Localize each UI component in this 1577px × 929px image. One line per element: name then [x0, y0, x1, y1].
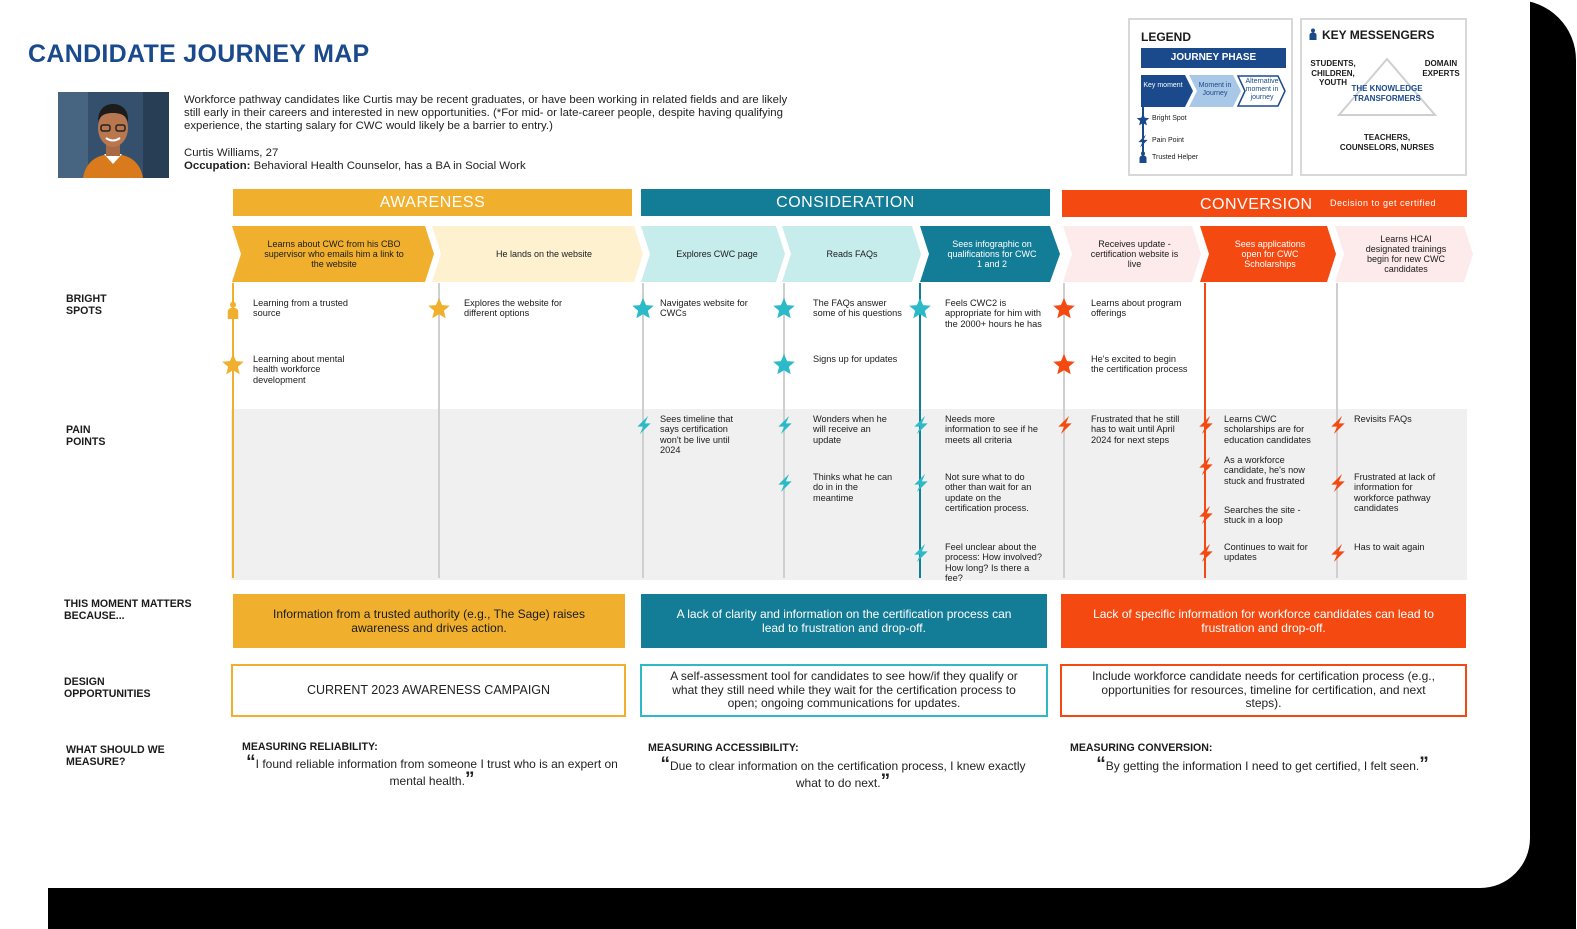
bright-spot-star-icon: [427, 297, 451, 321]
pain-point-11: Continues to wait for updates: [1224, 542, 1308, 563]
design-conversion: Include workforce candidate needs for certification process (e.g., opportunities for resources, timeline for certification, and next steps).: [1060, 664, 1467, 717]
bright-spot-6: Signs up for updates: [813, 354, 898, 364]
measure-awareness-quote: “I found reliable information from someone I trust who is an expert on mental health.”: [246, 752, 618, 790]
measure-awareness-text: I found reliable information from someone I trust who is an expert on mental health.: [255, 757, 618, 788]
step-2: He lands on the website: [495, 249, 593, 259]
persona-occupation: [184, 160, 526, 172]
measure-consideration-text: Due to clear information on the certification process, I knew exactly what to do next.: [670, 759, 1026, 790]
pain-point-2: Wonders when he will receive an update: [813, 414, 887, 445]
key-messengers-panel: [1300, 18, 1467, 176]
step-3: Explores CWC page: [676, 249, 758, 259]
pain-point-bolt-icon: [911, 413, 931, 437]
legend-trusted-helper: Trusted Helper: [1152, 154, 1199, 161]
measure-consideration-quote: “Due to clear information on the certification process, I knew exactly what to do next.”: [660, 754, 1026, 792]
row-label-pain-points: PAIN POINTS: [66, 424, 106, 448]
legend-pain-point: Pain Point: [1152, 137, 1184, 144]
pain-point-bolt-icon: [775, 413, 795, 437]
pain-point-bolt-icon: [1328, 471, 1348, 495]
timeline-line-2: [438, 283, 440, 578]
pain-point-bolt-icon: [1328, 413, 1348, 437]
pain-point-6: Feel unclear about the process: How involved? How long? Is there a fee?: [945, 542, 1043, 584]
key-messengers-title: KEY MESSENGERS: [1322, 28, 1435, 42]
phase-conversion-label: CONVERSION: [1200, 196, 1313, 213]
legend-star-icon: [1136, 113, 1150, 127]
pain-point-bolt-icon: [1196, 541, 1216, 565]
row-label-moment-matters: THIS MOMENT MATTERS BECAUSE...: [64, 598, 192, 622]
bright-spot-star-icon: [1052, 353, 1076, 377]
pain-point-3: Thinks what he can do in in the meantime: [813, 472, 893, 503]
bright-spot-7: Feels CWC2 is appropriate for him with the 2000+ hours he has: [945, 298, 1042, 329]
bright-spot-star-icon: [908, 297, 932, 321]
pain-point-5: Not sure what to do other than wait for an update on the certification process.: [945, 472, 1032, 514]
pain-point-4: Needs more information to see if he meets all criteria: [945, 414, 1038, 445]
phase-conversion-note: Decision to get certified: [1330, 198, 1437, 208]
bright-spot-star-icon: [772, 353, 796, 377]
page-title: CANDIDATE JOURNEY MAP: [28, 40, 370, 68]
bright-spot-9: He's excited to begin the certification process: [1091, 354, 1188, 375]
step-7: Sees applications open for CWC Scholarships: [1234, 239, 1306, 269]
legend-journey-phase: JOURNEY PHASE: [1141, 48, 1286, 68]
bright-spot-4: Navigates website for CWCs: [660, 298, 748, 319]
legend-title: LEGEND: [1141, 30, 1192, 44]
pain-point-bolt-icon: [634, 413, 654, 437]
pain-point-13: Frustrated at lack of information for workforce pathway candidates: [1354, 472, 1436, 514]
persona-name: Curtis Williams, 27: [184, 147, 279, 159]
pain-point-1: Sees timeline that says certification won't be live until 2024: [660, 414, 734, 456]
pain-point-14: Has to wait again: [1354, 542, 1425, 552]
pain-point-8: Learns CWC scholarships are for education candidates: [1224, 414, 1311, 445]
pain-point-bolt-icon: [1328, 541, 1348, 565]
legend-panel: [1128, 18, 1293, 176]
measure-consideration-heading: MEASURING ACCESSIBILITY:: [648, 742, 799, 754]
bright-spot-star-icon: [221, 353, 245, 377]
occupation-label: Occupation:: [184, 160, 251, 172]
design-consideration: A self-assessment tool for candidates to see how/if they qualify or what they still need while they wait for the certification process to open; ongoing communications for updates.: [640, 664, 1048, 717]
row-label-bright-spots: BRIGHT SPOTS: [66, 293, 107, 317]
row-label-measure: WHAT SHOULD WE MEASURE?: [66, 744, 165, 768]
moment-awareness: Information from a trusted authority (e.g., The Sage) raises awareness and drives action.: [233, 594, 625, 648]
trusted-helper-icon: [224, 294, 242, 326]
pain-point-10: Searches the site - stuck in a loop: [1224, 505, 1301, 526]
bright-spot-star-icon: [631, 297, 655, 321]
bright-spot-8: Learns about program offerings: [1091, 298, 1182, 319]
phase-awareness: AWARENESS: [233, 189, 632, 216]
pain-point-bolt-icon: [911, 471, 931, 495]
messenger-person-icon: [1307, 27, 1319, 41]
step-5: Sees infographic on qualifications for CWC 1 and 2: [947, 239, 1037, 269]
row-label-design-opportunities: DESIGN OPPORTUNITIES: [64, 676, 151, 700]
pain-point-7: Frustrated that he still has to wait until April 2024 for next steps: [1091, 414, 1180, 445]
timeline-line-1: [232, 283, 234, 578]
persona-photo: [58, 92, 169, 178]
moment-consideration: A lack of clarity and information on the certification process can lead to frustration and drop-off.: [641, 594, 1047, 648]
design-awareness: CURRENT 2023 AWARENESS CAMPAIGN: [231, 664, 626, 717]
messenger-students: STUDENTS, CHILDREN, YOUTH: [1310, 59, 1356, 87]
measure-conversion-heading: MEASURING CONVERSION:: [1070, 742, 1213, 754]
pain-point-bolt-icon: [1196, 503, 1216, 527]
bright-spot-star-icon: [772, 297, 796, 321]
step-8: Learns HCAI designated trainings begin for new CWC candidates: [1365, 234, 1447, 274]
pain-point-9: As a workforce candidate, he's now stuck and frustrated: [1224, 455, 1305, 486]
legend-bolt-icon: [1136, 134, 1150, 148]
measure-awareness-heading: MEASURING RELIABILITY:: [242, 741, 378, 753]
step-1: Learns about CWC from his CBO supervisor who emails him a link to the website: [264, 239, 404, 269]
moment-conversion: Lack of specific information for workforce candidates can lead to frustration and drop-off.: [1061, 594, 1466, 648]
legend-key-moment: Key moment: [1143, 82, 1183, 89]
messenger-domain-experts: DOMAIN EXPERTS: [1422, 59, 1460, 78]
bright-spot-3: Explores the website for different options: [464, 298, 563, 319]
pain-point-bolt-icon: [775, 471, 795, 495]
bright-spot-1: Learning from a trusted source: [253, 298, 348, 319]
pain-point-bolt-icon: [1055, 413, 1075, 437]
pain-point-bolt-icon: [1196, 454, 1216, 478]
legend-person-icon: [1137, 150, 1149, 164]
measure-conversion-quote: “By getting the information I need to get certified, I felt seen.”: [1096, 754, 1429, 775]
pain-point-bolt-icon: [1196, 413, 1216, 437]
occupation-value: Behavioral Health Counselor, has a BA in Social Work: [250, 160, 526, 172]
bright-spot-2: Learning about mental health workforce development: [253, 354, 345, 385]
pain-point-12: Revisits FAQs: [1354, 414, 1412, 424]
phase-consideration: CONSIDERATION: [641, 189, 1050, 216]
measure-conversion-text: By getting the information I need to get certified, I felt seen.: [1105, 759, 1420, 773]
legend-moment: Moment in Journey: [1198, 82, 1232, 97]
step-6: Receives update - certification website is live: [1090, 239, 1179, 269]
messenger-knowledge-transformers: THE KNOWLEDGE TRANSFORMERS: [1351, 84, 1423, 103]
legend-alt-moment: Alternative moment in journey: [1245, 78, 1279, 101]
persona-intro: Workforce pathway candidates like Curtis may be recent graduates, or have been working in related fields and are likely still early in their careers and interested in new opportunities. (*For mid- or late-career people, despite having qualifying experience, the starting salary for CWC would likely be a barrier to entry.): [184, 94, 788, 132]
step-4: Reads FAQs: [826, 249, 878, 259]
pain-point-bolt-icon: [911, 541, 931, 565]
messenger-teachers: TEACHERS, COUNSELORS, NURSES: [1339, 133, 1435, 152]
phase-conversion: [1062, 190, 1467, 217]
legend-bright-spot: Bright Spot: [1152, 115, 1187, 122]
bright-spot-5: The FAQs answer some of his questions: [813, 298, 902, 319]
bright-spot-star-icon: [1052, 297, 1076, 321]
